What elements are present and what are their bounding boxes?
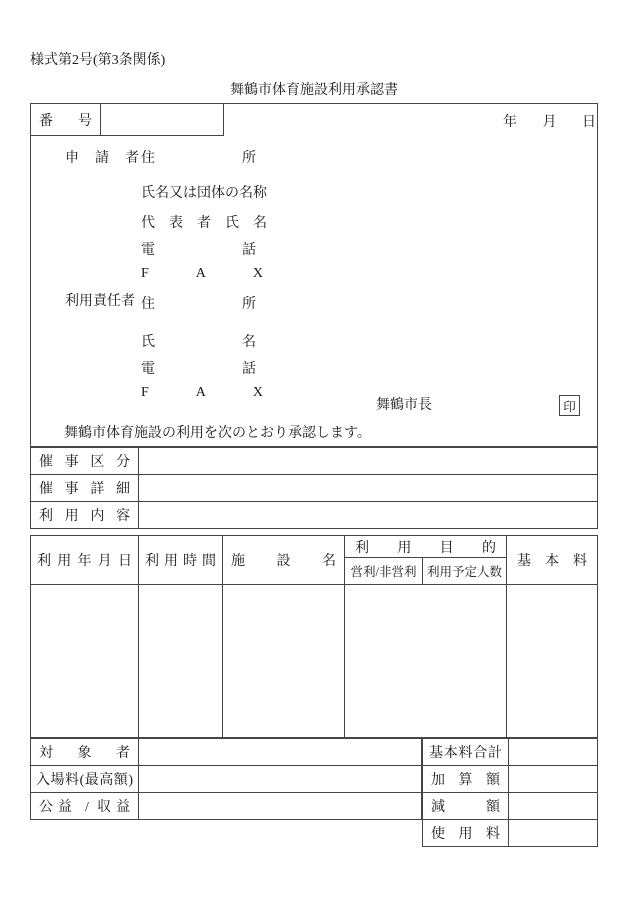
usage-content-value-cell[interactable] — [139, 502, 597, 528]
schedule-fee-header: 基本料 — [507, 536, 597, 585]
addition-amount-value-cell[interactable] — [509, 766, 597, 793]
schedule-profit-header: 営利/非営利 — [345, 558, 423, 585]
target-person-label-cell: 対象者 — [31, 739, 139, 766]
schedule-time-body-cell[interactable] — [139, 585, 223, 737]
number-label-cell — [31, 104, 101, 136]
base-fee-total-value-cell[interactable] — [509, 739, 597, 766]
schedule-fee-body-cell[interactable] — [507, 585, 597, 737]
event-detail-value-cell[interactable] — [139, 475, 597, 502]
schedule-facility-body-cell[interactable] — [223, 585, 345, 737]
applicant-phone-label: 電話 — [141, 243, 256, 258]
responsible-fax-label: F A X — [141, 385, 263, 400]
admission-fee-value-cell[interactable] — [139, 766, 421, 793]
applicant-fax-label: F A X — [141, 266, 263, 281]
responsible-name-label: 氏名 — [141, 335, 256, 350]
responsible-address-label: 住所 — [141, 297, 256, 312]
admission-fee-label-cell: 入場料(最高額) — [31, 766, 139, 793]
mayor-label: 舞鶴市長 — [376, 398, 432, 413]
reduction-amount-value-cell[interactable] — [509, 793, 597, 820]
public-benefit-value-cell[interactable] — [139, 793, 421, 819]
seal-box: 印 — [559, 395, 580, 416]
number-label: 番号 — [39, 113, 92, 129]
applicant-representative-label: 代表者氏名 — [141, 216, 267, 231]
responsible-phone-label: 電話 — [141, 362, 256, 377]
date-field — [503, 111, 596, 131]
public-benefit-label-cell: 公益 / 収益 — [31, 793, 139, 819]
responsible-role-label: 利用責任者 — [65, 294, 135, 309]
date-label: 年月日 — [503, 115, 596, 130]
page-title: 舞鶴市体育施設利用承認書 — [230, 83, 398, 98]
number-field[interactable] — [101, 104, 224, 136]
addition-amount-label-cell: 加算額 — [423, 766, 509, 793]
schedule-purpose-header: 利用目的 — [345, 536, 507, 558]
event-detail-label-cell: 催事詳細 — [31, 475, 139, 502]
base-fee-total-label-cell: 基本料合計 — [423, 739, 509, 766]
usage-fee-value-cell[interactable] — [509, 820, 597, 846]
schedule-table — [30, 535, 598, 738]
target-person-value-cell[interactable] — [139, 739, 421, 766]
event-category-label-cell: 催事区分 — [31, 448, 139, 475]
reduction-amount-label-cell: 減額 — [423, 793, 509, 820]
schedule-people-header: 利用予定人数 — [423, 558, 507, 585]
schedule-facility-header: 施設名 — [223, 536, 345, 585]
applicant-role-label: 申請者 — [65, 151, 139, 166]
approval-header-box — [30, 103, 598, 447]
applicant-org-name-label: 氏名又は団体の名称 — [141, 186, 267, 201]
schedule-date-body-cell[interactable] — [31, 585, 139, 737]
form-number: 様式第2号(第3条関係) — [30, 53, 166, 68]
applicant-address-label: 住所 — [141, 151, 256, 166]
bottom-left-table — [30, 738, 422, 820]
schedule-purpose-body-cell[interactable] — [345, 585, 507, 737]
schedule-time-header: 利用時間 — [139, 536, 223, 585]
schedule-date-header: 利用年月日 — [31, 536, 139, 585]
usage-fee-label-cell: 使用料 — [423, 820, 509, 846]
event-category-value-cell[interactable] — [139, 448, 597, 475]
event-table — [30, 447, 598, 529]
bottom-right-table — [422, 738, 598, 847]
approval-sentence: 舞鶴市体育施設の利用を次のとおり承認します。 — [64, 426, 371, 441]
usage-content-label-cell: 利用内容 — [31, 502, 139, 528]
